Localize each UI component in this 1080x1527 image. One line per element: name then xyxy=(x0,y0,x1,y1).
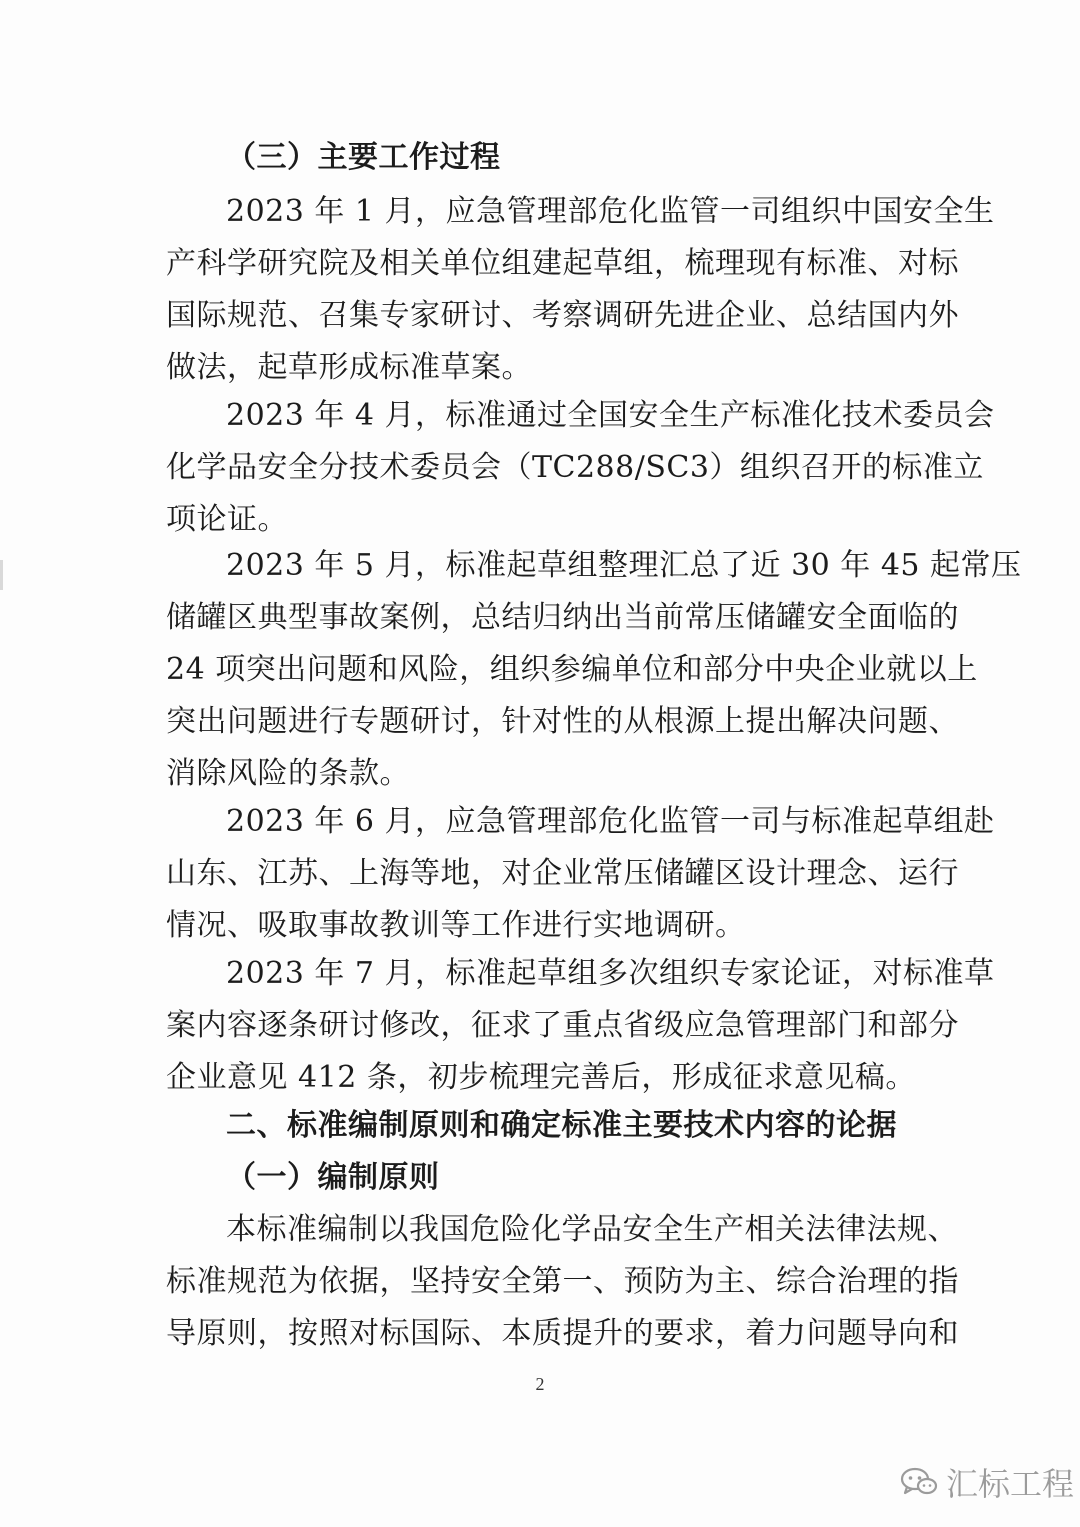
heading-principles: （一）编制原则 xyxy=(226,1160,440,1195)
paragraph-line: 国际规范、召集专家研讨、考察调研先进企业、总结国内外 xyxy=(166,298,959,333)
paragraph-line: 导原则，按照对标国际、本质提升的要求，着力问题导向和 xyxy=(166,1316,959,1351)
paragraph-line: 产科学研究院及相关单位组建起草组，梳理现有标准、对标 xyxy=(166,246,959,281)
heading-work-process: （三）主要工作过程 xyxy=(226,140,501,175)
paragraph-line: 标准规范为依据，坚持安全第一、预防为主、综合治理的指 xyxy=(166,1264,959,1299)
paragraph-line: 企业意见 412 条，初步梳理完善后，形成征求意见稿。 xyxy=(166,1060,916,1095)
watermark xyxy=(900,1462,1074,1502)
wechat-icon xyxy=(900,1466,938,1498)
paragraph-line: 情况、吸取事故教训等工作进行实地调研。 xyxy=(166,908,746,943)
paragraph-line: 化学品安全分技术委员会（TC288/SC3）组织召开的标准立 xyxy=(166,450,984,485)
paragraph-line: 山东、江苏、上海等地，对企业常压储罐区设计理念、运行 xyxy=(166,856,959,891)
watermark-text: 汇标工程 xyxy=(946,1465,1075,1503)
page-number: 2 xyxy=(535,1374,545,1394)
heading-section-2: 二、标准编制原则和确定标准主要技术内容的论据 xyxy=(226,1108,897,1143)
paragraph-line: 2023 年 7 月，标准起草组多次组织专家论证，对标准草 xyxy=(226,956,995,991)
scan-edge-mark xyxy=(0,560,3,590)
paragraph-line: 项论证。 xyxy=(166,502,288,537)
paragraph-line: 24 项突出问题和风险，组织参编单位和部分中央企业就以上 xyxy=(166,652,978,687)
paragraph-line: 2023 年 6 月，应急管理部危化监管一司与标准起草组赴 xyxy=(226,804,995,839)
paragraph-line: 2023 年 5 月，标准起草组整理汇总了近 30 年 45 起常压 xyxy=(226,548,1022,583)
paragraph-line: 消除风险的条款。 xyxy=(166,756,410,791)
paragraph-line: 本标准编制以我国危险化学品安全生产相关法律法规、 xyxy=(226,1212,958,1247)
paragraph-line: 储罐区典型事故案例，总结归纳出当前常压储罐安全面临的 xyxy=(166,600,959,635)
paragraph-line: 2023 年 4 月，标准通过全国安全生产标准化技术委员会 xyxy=(226,398,995,433)
paragraph-line: 做法，起草形成标准草案。 xyxy=(166,350,532,385)
paragraph-line: 突出问题进行专题研讨，针对性的从根源上提出解决问题、 xyxy=(166,704,959,739)
paragraph-line: 案内容逐条研讨修改，征求了重点省级应急管理部门和部分 xyxy=(166,1008,959,1043)
paragraph-line: 2023 年 1 月，应急管理部危化监管一司组织中国安全生 xyxy=(226,194,995,229)
